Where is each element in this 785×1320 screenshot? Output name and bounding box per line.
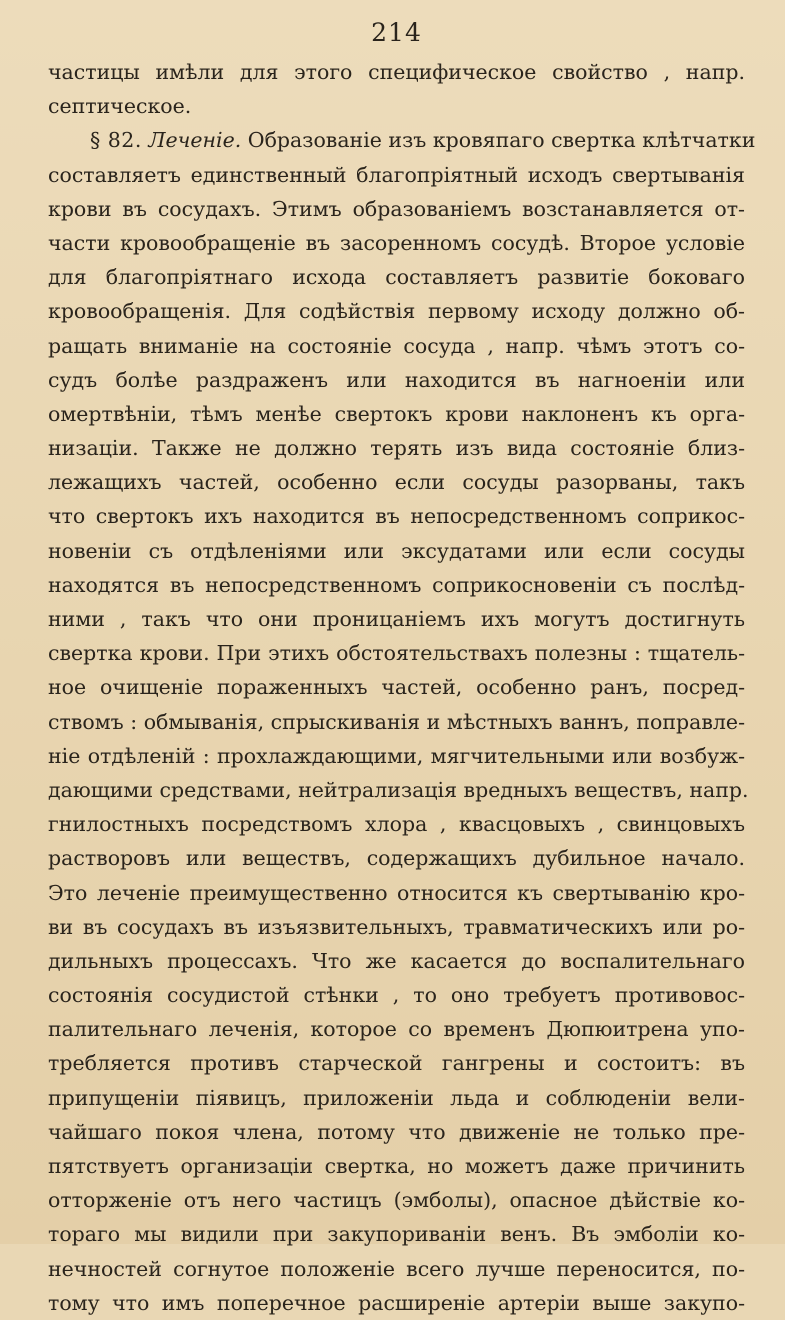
text-line: составляетъ единственный благопріятный исходъ свертыванія — [48, 162, 745, 187]
text-line: гнилостныхъ посредствомъ хлора , квасцовыхъ , свинцовыхъ — [48, 812, 745, 837]
text-line: лежащихъ частей, особенно если сосуды разорваны, такъ — [48, 470, 745, 495]
text-line: ствомъ : обмыванія, спрыскиванія и мѣстныхъ ваннъ, поправле- — [48, 709, 745, 734]
text-line: дильныхъ процессахъ. Что же касается до воспалительнаго — [48, 948, 745, 973]
text-line: частицы имѣли для этого специфическое свойство , напр. — [48, 60, 745, 84]
text-line: судъ болѣе раздраженъ или находится въ нагноеніи или — [48, 367, 745, 392]
text-line: Это леченіе преимущественно относится къ свертыванію кро- — [48, 880, 745, 905]
text-line: дающими средствами, нейтрализація вредныхъ веществъ, напр. — [48, 777, 749, 802]
text-line: пятствуетъ организаціи свертка, но можетъ даже причинить — [48, 1154, 745, 1178]
page-text — [48, 55, 756, 1320]
text-line: септическое. — [48, 94, 192, 119]
text-line: нечностей согнутое положеніе всего лучше переносится, по- — [48, 1256, 745, 1281]
text-line: ніе отдѣленій : прохлаждающими, мягчительными или возбуж- — [48, 743, 745, 768]
text-line: для благопріятнаго исхода составляетъ развитіе боковаго — [48, 265, 745, 290]
text-line: тораго мы видили при закупориваніи венъ. Въ эмболіи ко- — [48, 1222, 745, 1247]
text-line: припущеніи піявицъ, приложеніи льда и соблюденіи вели- — [48, 1085, 745, 1110]
text-line: ви въ сосудахъ въ изъязвительныхъ, травматическихъ или ро- — [48, 914, 745, 939]
text-line: тому что имъ поперечное расширеніе артеріи выше закупо- — [48, 1290, 745, 1315]
section-first-line — [48, 123, 756, 157]
text-line: ращать вниманіе на состояніе сосуда , напр. чѣмъ этотъ со- — [48, 333, 745, 358]
text-line: ное очищеніе пораженныхъ частей, особенно ранъ, посред- — [48, 675, 745, 700]
text-line: кровообращенія. Для содѣйствія первому исходу должно об- — [48, 299, 745, 324]
section-heading: Леченіе. — [148, 128, 242, 153]
text-line: Образованіе изъ кровяпаго свертка клѣтчатки — [247, 128, 756, 153]
section-number: § 82. — [90, 128, 142, 153]
text-line: состоянія сосудистой стѣнки , то оно требуетъ противовос- — [48, 983, 745, 1008]
page-number: 214 — [371, 18, 422, 47]
text-line: требляется противъ старческой гангрены и состоитъ: въ — [48, 1051, 745, 1076]
text-line: части кровообращеніе въ засоренномъ сосудѣ. Второе условіе — [48, 230, 745, 255]
text-line: низаціи. Также не должно терять изъ вида состояніе близ- — [48, 436, 745, 461]
text-line: что свертокъ ихъ находится въ непосредственномъ соприкос- — [48, 504, 745, 529]
text-line: ними , такъ что они проницаніемъ ихъ могутъ достигнуть — [48, 607, 745, 631]
text-line: свертка крови. При этихъ обстоятельствахъ полезны : тщатель- — [48, 641, 745, 666]
text-line: растворовъ или веществъ, содержащихъ дубильное начало. — [48, 846, 745, 871]
text-line: новеніи съ отдѣленіями или эксудатами или если сосуды — [48, 538, 745, 563]
text-line: омертвѣніи, тѣмъ менѣе свертокъ крови наклоненъ къ орга- — [48, 401, 745, 426]
text-line: находятся въ непосредственномъ соприкосновеніи съ послѣд- — [48, 572, 745, 597]
text-line: палительнаго леченія, которое со временъ Дюпюитрена упо- — [48, 1017, 745, 1042]
text-line: чайшаго покоя члена, потому что движеніе не только пре- — [48, 1119, 745, 1144]
text-line: крови въ сосудахъ. Этимъ образованіемъ возстанавляется от- — [48, 196, 745, 221]
text-line: отторженіе отъ него частицъ (эмболы), опасное дѣйствіе ко- — [48, 1188, 745, 1213]
